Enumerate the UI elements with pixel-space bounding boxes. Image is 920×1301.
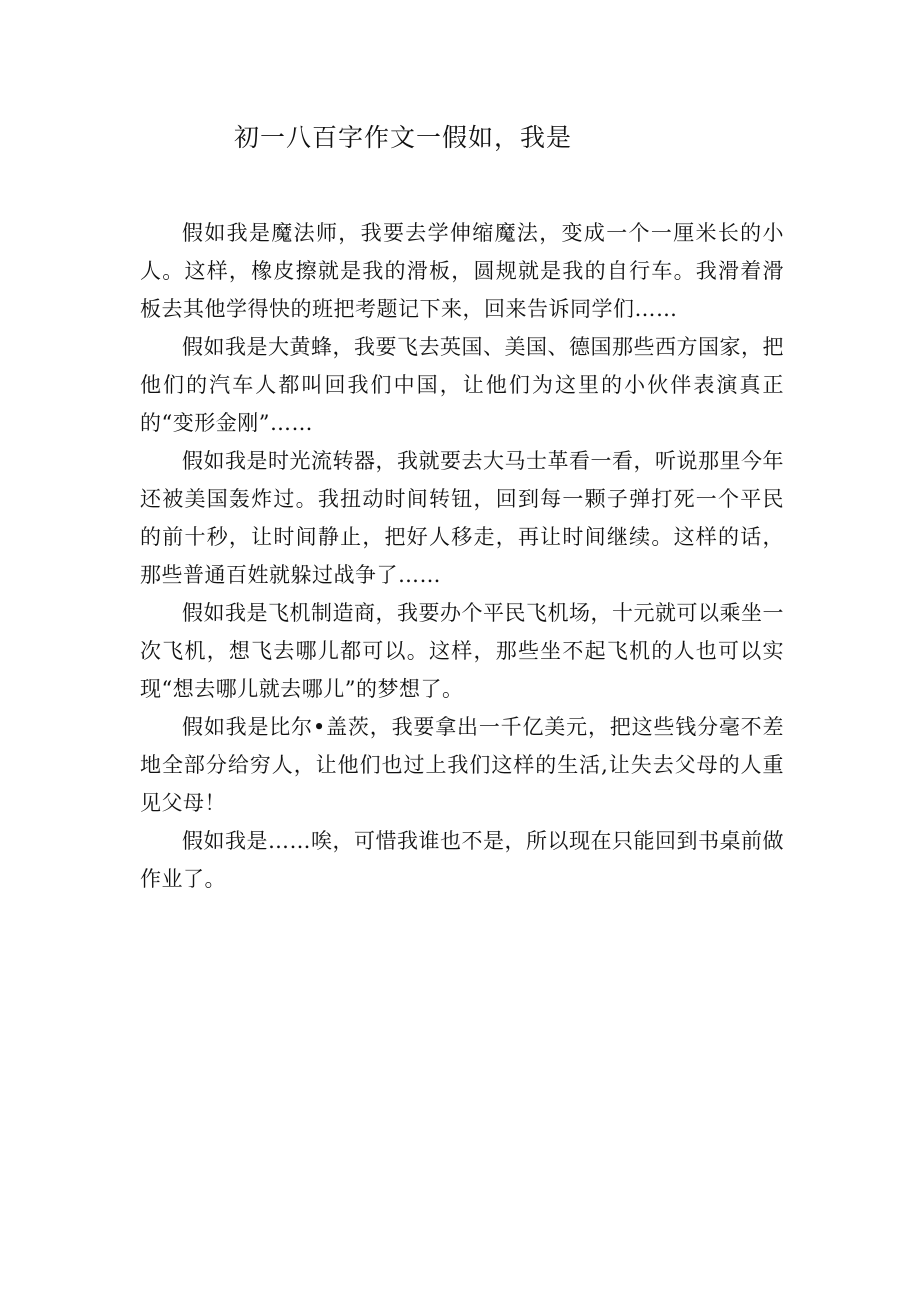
paragraph-bill-gates: 假如我是比尔•盖茨，我要拿出一千亿美元，把这些钱分毫不差地全部分给穷人，让他们也过上我们这样的生活,让失去父母的人重见父母！	[140, 715, 784, 815]
paragraph-airplane-maker: 假如我是飞机制造商，我要办个平民飞机场，十元就可以乘坐一次飞机，想飞去哪儿都可以。这样，那些坐不起飞机的人也可以实现“想去哪儿就去哪儿”的梦想了。	[140, 601, 784, 701]
paragraph-conclusion: 假如我是……唉，可惜我谁也不是，所以现在只能回到书桌前做作业了。	[140, 829, 784, 891]
paragraph-bumblebee: 假如我是大黄蜂，我要飞去英国、美国、德国那些西方国家，把他们的汽车人都叫回我们中国，让他们为这里的小伙伴表演真正的“变形金刚”……	[140, 335, 784, 435]
document-title: 初一八百字作文一假如，我是	[234, 123, 573, 152]
paragraph-time-turner: 假如我是时光流转器，我就要去大马士革看一看，听说那里今年还被美国轰炸过。我扭动时间转钮，回到每一颗子弹打死一个平民的前十秒，让时间静止，把好人移走，再让时间继续。这样的话，那些普通百姓就躲过战争了……	[140, 449, 784, 587]
essay-body	[140, 214, 784, 898]
paragraph-magician: 假如我是魔法师，我要去学伸缩魔法，变成一个一厘米长的小人。这样，橡皮擦就是我的滑板，圆规就是我的自行车。我滑着滑板去其他学得快的班把考题记下来，回来告诉同学们……	[140, 221, 784, 321]
